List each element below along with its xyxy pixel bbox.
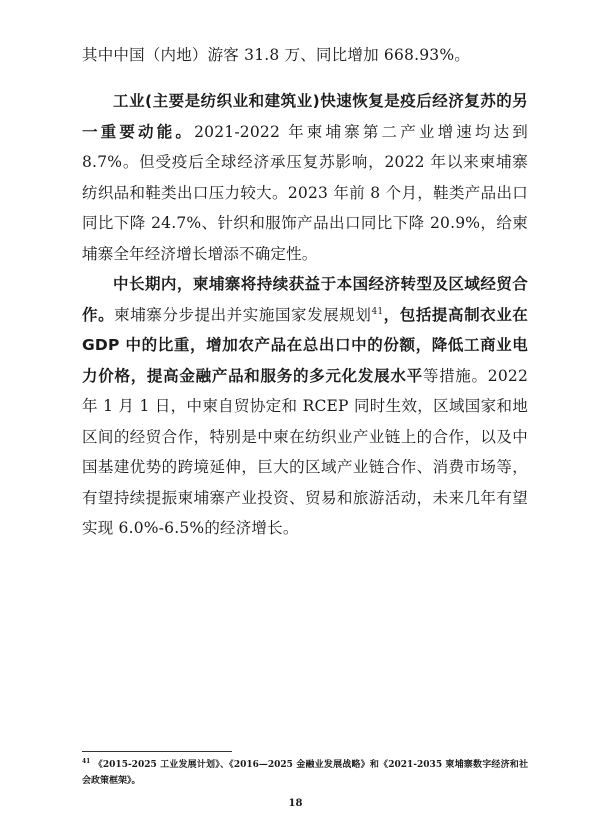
paragraph-2 — [82, 86, 528, 269]
page-number: 18 — [288, 798, 303, 809]
footnote-text: 《2015-2025 工业发展计划》、《2016—2025 金融业发展战略》和《2021-2035 柬埔寨数字经济和社会政策框架》。 — [82, 760, 528, 786]
paragraph-2-text: 2021-2022 年柬埔寨第二产业增速均达到 8.7%。但受疫后全球经济承压复苏影响，2022 年以来柬埔寨纺织品和鞋类出口压力较大。2023 年前 8 个月，鞋类产品出口同比下降 24.7%、针织和服饰产品出口同比下降 20.9%，给柬埔寨全年经济增长增添不确定性。 — [82, 122, 528, 263]
footnote-divider — [82, 751, 232, 752]
paragraph-2-bold-lead: 工业(主要是纺织业和建筑业)快速恢复是疫后经济复苏的另一重要动能。 — [82, 92, 528, 141]
paragraph-1 — [82, 40, 528, 71]
paragraph-3-text-1: 柬埔寨分步提出并实施国家发展规划 — [114, 305, 372, 324]
paragraph-3-bold-middle: ，包括提高制衣业在 GDP 中的比重，增加农产品在总出口中的份额，降低工商业电力价格，提高金融产品和服务的多元化发展水平 — [82, 305, 529, 385]
paragraph-3-text-2: 等措施。2022 年 1 月 1 日，中柬自贸协定和 RCEP 同时生效，区域国家和地区间的经贸合作，特别是中柬在纺织业产业链上的合作，以及中国基建优势的跨境延伸，巨大的区域产业链合作、消费市场等，有望持续提振柬埔寨产业投资、贸易和旅游活动，未来几年有望实现 6.0%-6.5%的经济增长。 — [82, 366, 529, 537]
paragraph-3-bold-lead: 中长期内，柬埔寨将持续获益于本国经济转型及区域经贸合作。 — [82, 275, 528, 324]
footnote-reference[interactable]: 41 — [371, 306, 384, 317]
paragraph-1-text: 其中中国（内地）游客 31.8 万、同比增加 668.93%。 — [82, 46, 470, 64]
footnote — [82, 757, 528, 789]
paragraph-3 — [82, 269, 528, 544]
footnote-marker: 41 — [82, 758, 91, 765]
